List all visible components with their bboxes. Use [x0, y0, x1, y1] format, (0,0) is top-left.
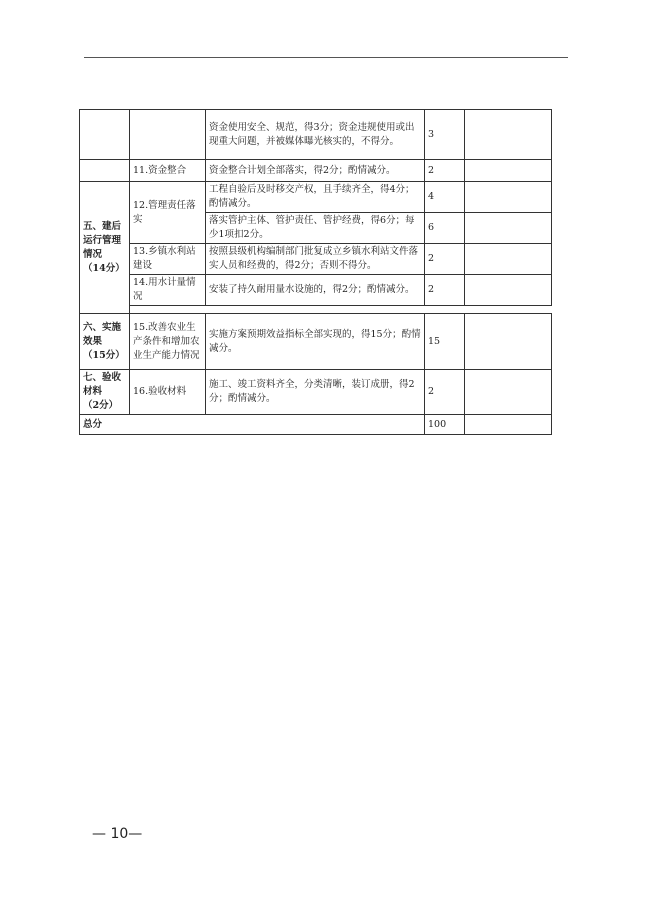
score-cell: 6: [425, 213, 465, 244]
actual-score-cell: [465, 182, 552, 213]
criteria-cell: 工程自验后及时移交产权，且手续齐全，得4分；酌情减分。: [206, 182, 425, 213]
score-cell: 2: [425, 275, 465, 306]
table-row: [80, 244, 552, 275]
category-cell: 六、实施效果 （15分）: [80, 314, 130, 370]
actual-score-cell: [465, 415, 552, 435]
score-cell: 2: [425, 244, 465, 275]
criteria-cell: 安装了持久耐用量水设施的，得2分；酌情减分。: [206, 275, 425, 306]
table-row: [80, 275, 552, 306]
category-cell-continued: [80, 110, 130, 160]
actual-score-cell: [465, 275, 552, 306]
total-row: [80, 415, 552, 435]
category-cell-continued: [80, 160, 130, 182]
item-cell: [130, 110, 206, 160]
actual-score-cell: [465, 244, 552, 275]
score-cell: 4: [425, 182, 465, 213]
item-cell: 15.改善农业生产条件和增加农业生产能力情况: [130, 314, 206, 370]
actual-score-cell: [465, 314, 552, 370]
item-cell: 14.用水计量情况: [130, 275, 206, 306]
category-cell: 五、建后运行管理情况 （14分）: [80, 182, 130, 314]
total-label: 总分: [80, 415, 425, 435]
criteria-cell: 落实管护主体、管护责任、管护经费，得6分；每少1项扣2分。: [206, 213, 425, 244]
table-row: [80, 306, 552, 314]
category-cell: 七、验收材料 （2分）: [80, 370, 130, 415]
score-cell: 2: [425, 160, 465, 182]
criteria-cell: 实施方案预期效益指标全部实现的，得15分；酌情减分。: [206, 314, 425, 370]
actual-score-cell: [465, 213, 552, 244]
criteria-cell: 施工、竣工资料齐全，分类清晰，装订成册，得2分；酌情减分。: [206, 370, 425, 415]
scoring-table: [79, 109, 552, 435]
table-row: [80, 370, 552, 415]
actual-score-cell: [465, 110, 552, 160]
header-rule: [84, 57, 568, 58]
total-score: 100: [425, 415, 465, 435]
item-cell: 16.验收材料: [130, 370, 206, 415]
score-cell: 2: [425, 370, 465, 415]
actual-score-cell: [465, 160, 552, 182]
criteria-cell: 按照县级机构编制部门批复成立乡镇水利站文件落实人员和经费的，得2分；否则不得分。: [206, 244, 425, 275]
score-cell: 15: [425, 314, 465, 370]
table-row: [80, 160, 552, 182]
actual-score-cell: [465, 370, 552, 415]
criteria-cell: 资金整合计划全部落实，得2分；酌情减分。: [206, 160, 425, 182]
table-row: [80, 314, 552, 370]
item-cell: 11.资金整合: [130, 160, 206, 182]
item-cell: 12.管理责任落实: [130, 182, 206, 244]
table-row: [80, 110, 552, 160]
criteria-cell: 资金使用安全、规范，得3分；资金违规使用或出现重大问题，并被媒体曝光核实的，不得分。: [206, 110, 425, 160]
item-cell: 13.乡镇水利站建设: [130, 244, 206, 275]
score-cell: 3: [425, 110, 465, 160]
table-row: [80, 182, 552, 213]
page-number: — 10—: [92, 826, 143, 842]
